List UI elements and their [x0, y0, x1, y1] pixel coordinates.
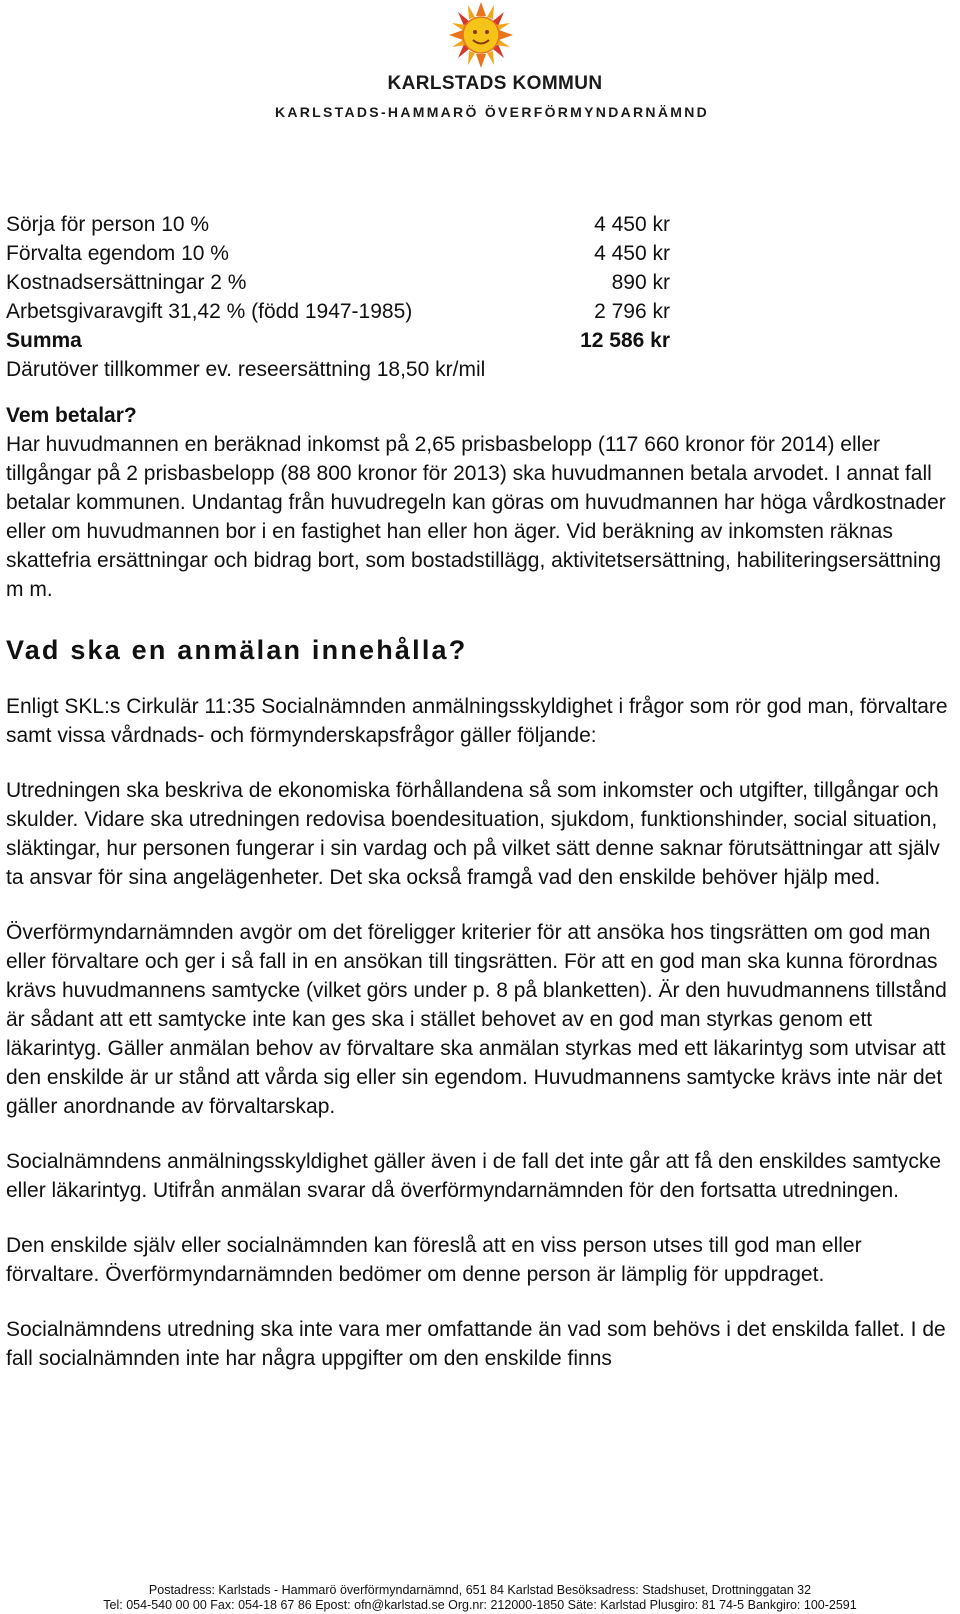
- fee-row: [6, 239, 670, 268]
- report-paragraph: Socialnämndens utredning ska inte vara mer omfattande än vad som behövs i det enskilda fallet. I de fall socialnämnden inte har några uppgifter om den enskilde finns: [6, 1318, 946, 1370]
- report-paragraph: Enligt SKL:s Cirkulär 11:35 Socialnämnden anmälningsskyldighet i frågor som rör god man, förvaltare samt vissa vårdnads- och förmynderskapsfrågor gäller följande:: [6, 695, 948, 747]
- report-paragraph: Den enskilde själv eller socialnämnden kan föreslå att en viss person utses till god man eller förvaltare. Överförmyndarnämnden bedömer om denne person är lämplig för uppdraget.: [6, 1234, 862, 1286]
- fee-label: Arbetsgivaravgift 31,42 % (född 1947-1985): [6, 300, 413, 323]
- fee-row: [6, 268, 670, 297]
- report-heading: Vad ska en anmälan innehålla?: [6, 635, 468, 665]
- fee-amount: 890 kr: [611, 271, 670, 294]
- footer-contact: Tel: 054-540 00 00 Fax: 054-18 67 86 Epost: ofn@karlstad.se Org.nr: 212000-1850 Säte: Karlstad Plusgiro: 81 74-5 Bankgiro: 100-2591: [103, 1598, 857, 1612]
- who-pays-paragraph: Har huvudmannen en beräknad inkomst på 2,65 prisbasbelopp (117 660 kronor för 2014) eller tillgångar på 2 prisbasbelopp (88 800 kronor för 2013) ska huvudmannen betala arvodet. I annat fall betalar kommunen. Undantag från huvudregeln kan göras om huvudmannen har höga vårdkostnader eller om huvudmannen bor i en fastighet han eller hon äger. Vid beräkning av inkomsten räknas skattefria ersättningar och bidrag bort, som bostadstillägg, aktivitetsersättning, habiliteringsersättning m m.: [6, 433, 946, 601]
- fee-label: Förvalta egendom 10 %: [6, 242, 229, 265]
- travel-compensation-note: Därutöver tillkommer ev. reseersättning 18,50 kr/mil: [6, 358, 486, 381]
- report-paragraph: Överförmyndarnämnden avgör om det föreligger kriterier för att ansöka hos tingsrätten om god man eller förvaltare och ger i så fall in en ansökan till tingsrätten. För att en god man ska kunna förordnas krävs huvudmannens samtycke (vilket görs under p. 8 på blanketten). Är den huvudmannens tillstånd är sådant att ett samtycke inte kan ges ska i stället behovet av en god man styrkas genom ett läkarintyg. Gäller anmälan behov av förvaltare ska anmälan styrkas med ett läkarintyg som utvisar att den enskilde är ur stånd att vårda sig eller sin egendom. Huvudmannens samtycke krävs inte när det gäller anordnande av förvaltarskap.: [6, 921, 947, 1118]
- committee-name: KARLSTADS-HAMMARÖ ÖVERFÖRMYNDARNÄMND: [274, 104, 710, 120]
- page-footer: [0, 1583, 960, 1613]
- fee-sum-row: [6, 326, 670, 355]
- who-pays-heading: Vem betalar?: [6, 404, 137, 427]
- sum-amount: 12 586 kr: [580, 329, 670, 352]
- fee-row: [6, 210, 670, 239]
- sun-logo-icon: [449, 2, 513, 68]
- document-body: [6, 210, 956, 1373]
- document-header: [0, 0, 960, 130]
- fee-amount: 2 796 kr: [594, 300, 670, 323]
- sum-label: Summa: [6, 329, 82, 352]
- fee-row: [6, 297, 670, 326]
- fee-label: Sörja för person 10 %: [6, 213, 210, 236]
- fee-table: [6, 210, 670, 355]
- organization-name: KARLSTADS KOMMUN: [387, 73, 603, 94]
- footer-address: Postadress: Karlstads - Hammarö överförmyndarnämnd, 651 84 Karlstad Besöksadress: Stadshuset, Drottninggatan 32: [148, 1583, 812, 1597]
- report-paragraph: Socialnämndens anmälningsskyldighet gäller även i de fall det inte går att få den enskildes samtycke eller läkarintyg. Utifrån anmälan svarar då överförmyndarnämnden för den fortsatta utredningen.: [6, 1150, 942, 1202]
- fee-label: Kostnadsersättningar 2 %: [6, 271, 247, 294]
- fee-amount: 4 450 kr: [594, 213, 670, 236]
- report-paragraph: Utredningen ska beskriva de ekonomiska förhållandena så som inkomster och utgifter, tillgångar och skulder. Vidare ska utredningen redovisa boendesituation, sjukdom, funktionshinder, social situation, släktingar, hur personen fungerar i sin vardag och på vilket sätt denne saknar förutsättningar att själv ta ansvar för sina angelägenheter. Det ska också framgå vad den enskilde behöver hjälp med.: [6, 779, 940, 889]
- fee-amount: 4 450 kr: [594, 242, 670, 265]
